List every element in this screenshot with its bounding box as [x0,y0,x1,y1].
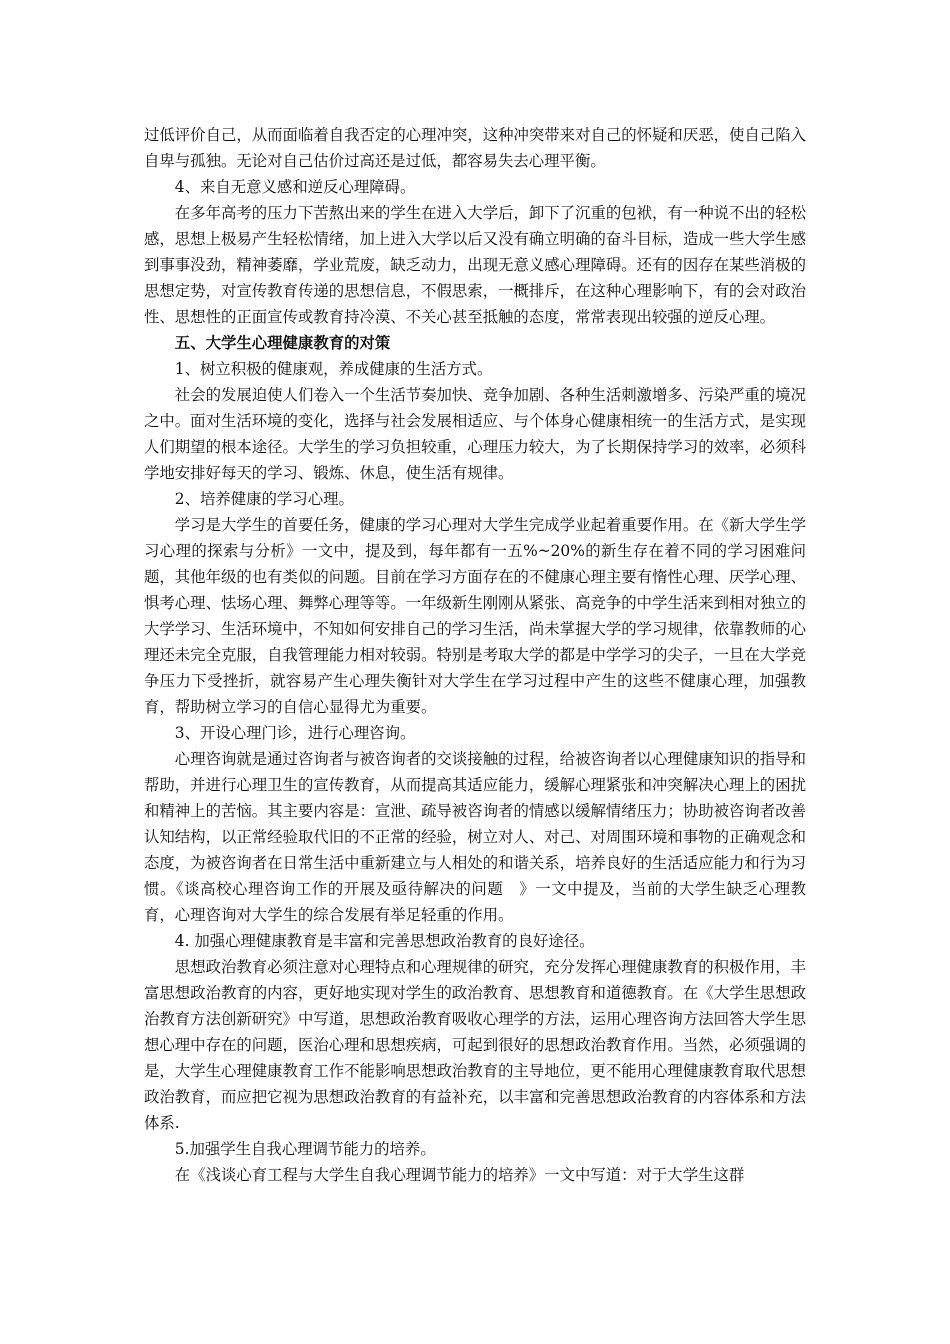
paragraph-continuation: 过低评价自己，从而面临着自我否定的心理冲突，这种冲突带来对自己的怀疑和厌恶，使自己陷入自卑与孤独。无论对自己估价过高还是过低，都容易失去心理平衡。 [144,126,806,170]
paragraph-body: 心理咨询就是通过咨询者与被咨询者的交谈接触的过程，给被咨询者以心理健康知识的指导和帮助，并进行心理卫生的宣传教育，从而提高其适应能力，缓解心理紧张和冲突解决心理上的困扰和精神上的苦恼。其主要内容是：宣泄、疏导被咨询者的情感以缓解情绪压力；协助被咨询者改善认知结构，以正常经验取代旧的不正常的经验，树立对人、对己、对周围环境和事物的正确观念和态度，为被咨询者在日常生活中重新建立与人相处的和谐关系，培养良好的生活适应能力和行为习惯。《谈高校心理咨询工作的开展及亟待解决的问题 》一文中提及，当前的大学生缺乏心理教育，心理咨询对大学生的综合发展有举足轻重的作用。 [144,750,806,924]
item-heading-1: 1、树立积极的健康观，养成健康的生活方式。 [174,360,493,378]
paragraph-body: 学习是大学生的首要任务，健康的学习心理对大学生完成学业起着重要作用。在《新大学生学习心理的探索与分析》一文中，提及到，每年都有一五%~20%的新生存在着不同的学习困难问题，其他年级的也有类似的问题。目前在学习方面存在的不健康心理主要有惰性心理、厌学心理、惧考心理、怯场心理、舞弊心理等等。一年级新生刚刚从紧张、高竞争的中学生活来到相对独立的大学学习、生活环境中，不知如何安排自己的学习生活，尚未掌握大学的学习规律，依靠教师的心理还未完全克服，自我管理能力相对较弱。特别是考取大学的都是中学学习的尖子，一旦在大学竞争压力下受挫折，就容易产生心理失衡针对大学生在学习过程中产生的这些不健康心理，加强教育，帮助树立学习的自信心显得尤为重要。 [144,516,806,716]
section-heading-5: 五、大学生心理健康教育的对策 [174,334,391,352]
paragraph-body: 在《浅谈心育工程与大学生自我心理调节能力的培养》一文中写道：对于大学生这群 [174,1166,745,1184]
item-heading-5: 5.加强学生自我心理调节能力的培养。 [174,1140,436,1158]
item-heading-4b: 4. 加强心理健康教育是丰富和完善思想政治教育的良好途径。 [174,932,595,950]
document-page [144,122,806,1188]
item-heading-4: 4、来自无意义感和逆反心理障碍。 [174,178,416,196]
paragraph-body: 社会的发展迫使人们卷入一个生活节奏加快、竞争加剧、各种生活刺激增多、污染严重的境况之中。面对生活环境的变化，选择与社会发展相适应、与个体身心健康相统一的生活方式，是实现人们期望的根本途径。大学生的学习负担较重，心理压力较大，为了长期保持学习的效率，必须科学地安排好每天的学习、锻炼、休息，使生活有规律。 [144,386,806,482]
paragraph-body: 在多年高考的压力下苦熬出来的学生在进入大学后，卸下了沉重的包袱，有一种说不出的轻松感，思想上极易产生轻松情绪，加上进入大学以后又没有确立明确的奋斗目标，造成一些大学生感到事事没劲，精神萎靡，学业荒废，缺乏动力，出现无意义感心理障碍。还有的因存在某些消极的思想定势，对宣传教育传递的思想信息，不假思索，一概排斥，在这种心理影响下，有的会对政治性、思想性的正面宣传或教育持冷漠、不关心甚至抵触的态度，常常表现出较强的逆反心理。 [144,204,806,326]
paragraph-body: 思想政治教育必须注意对心理特点和心理规律的研究，充分发挥心理健康教育的积极作用，丰富思想政治教育的内容，更好地实现对学生的政治教育、思想教育和道德教育。在《大学生思想政治教育方法创新研究》中写道，思想政治教育吸收心理学的方法，运用心理咨询方法回答大学生思想心理中存在的问题，医治心理和思想疾病，可起到很好的思想政治教育作用。当然，必须强调的是，大学生心理健康教育工作不能影响思想政治教育的主导地位，更不能用心理健康教育取代思想政治教育，而应把它视为思想政治教育的有益补充，以丰富和完善思想政治教育的内容体系和方法体系. [144,958,806,1132]
item-heading-2: 2、培养健康的学习心理。 [174,490,354,508]
item-heading-3: 3、开设心理门诊，进行心理咨询。 [174,724,416,742]
